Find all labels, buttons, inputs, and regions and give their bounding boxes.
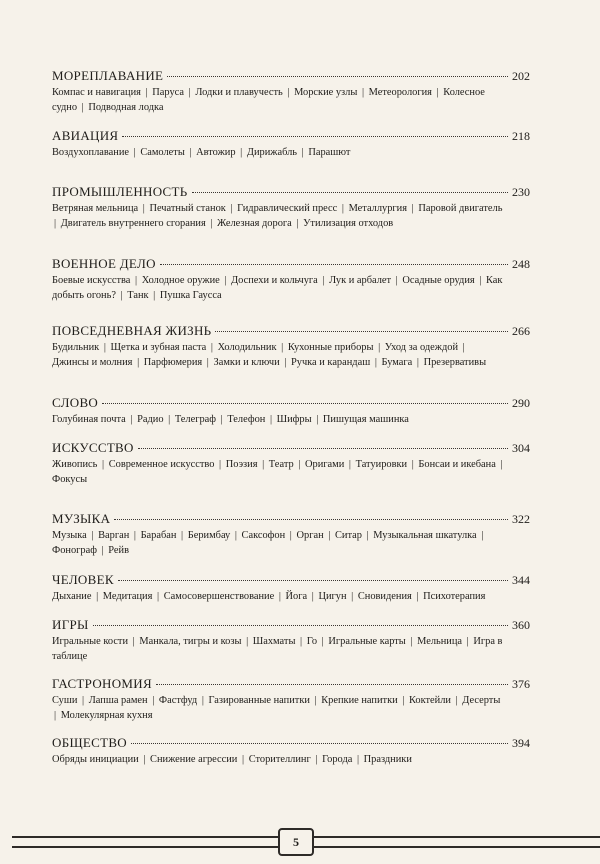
topic-item: Шифры [276, 414, 312, 425]
topic-item: Психотерапия [423, 591, 486, 602]
dot-leader [122, 136, 508, 137]
toc-entry [52, 440, 530, 487]
topic-separator: | [321, 636, 324, 647]
topic-separator: | [54, 218, 57, 229]
topic-item: Медитация [102, 591, 153, 602]
toc-entry [52, 511, 530, 558]
topic-separator: | [269, 414, 273, 425]
section-page-number: 376 [512, 677, 530, 691]
topic-separator: | [296, 218, 299, 229]
topic-separator: | [54, 710, 57, 721]
topic-item: Обряды инициации [52, 754, 139, 765]
section-topics [52, 273, 530, 303]
section-title: ВОЕННОЕ ДЕЛО [52, 256, 156, 271]
topic-item: Театр [268, 459, 294, 470]
topic-item: Будильник [52, 342, 100, 353]
topic-separator: | [101, 545, 104, 556]
topic-item: Орган [296, 530, 324, 541]
topic-item: Кухонные приборы [287, 342, 374, 353]
topic-separator: | [137, 357, 140, 368]
topic-item: Оригами [305, 459, 345, 470]
topic-item: Фокусы [52, 474, 88, 485]
topic-item: Парфюмерия [143, 357, 203, 368]
topic-item: Печатный станок [149, 203, 226, 214]
topic-item: Телеграф [174, 414, 217, 425]
topic-separator: | [168, 414, 171, 425]
topic-item: Утилизация отходов [303, 218, 394, 229]
topic-separator: | [410, 636, 413, 647]
toc-entry [52, 735, 530, 767]
topic-item: Самолеты [140, 147, 185, 158]
topic-item: Фонограф [52, 545, 97, 556]
topic-item: Дирижабль [246, 147, 298, 158]
topic-separator: | [103, 342, 106, 353]
page-number: 5 [293, 835, 299, 849]
topic-separator: | [188, 87, 191, 98]
topic-item: Сторителлинг [248, 754, 311, 765]
topic-item: Самосовершенствование [163, 591, 275, 602]
topic-separator: | [416, 357, 419, 368]
section-title: АВИАЦИЯ [52, 128, 119, 143]
topic-separator: | [181, 530, 184, 541]
topic-item: Замки и ключи [213, 357, 280, 368]
toc-heading-row [52, 676, 530, 692]
topic-separator: | [234, 530, 237, 541]
topic-item: Крепкие напитки [321, 695, 398, 706]
topic-separator: | [466, 636, 469, 647]
topic-item: Молекулярная кухня [60, 710, 153, 721]
section-title: ИСКУССТВО [52, 440, 134, 455]
topic-item: Беримбау [187, 530, 231, 541]
section-title: ИГРЫ [52, 617, 89, 632]
topic-item: Морские узлы [294, 87, 358, 98]
topic-item: Джинсы и молния [52, 357, 133, 368]
topic-item: Снижение агрессии [150, 754, 238, 765]
topic-item: Доспехи и кольчуга [231, 275, 318, 286]
topic-item: Голубиная почта [52, 414, 126, 425]
topic-separator: | [328, 530, 331, 541]
topic-item: Фастфуд [158, 695, 198, 706]
section-page-number: 218 [512, 129, 530, 143]
topic-separator: | [301, 147, 304, 158]
section-title: ПРОМЫШЛЕННОСТЬ [52, 184, 188, 199]
toc-entry [52, 572, 530, 604]
section-page-number: 202 [512, 69, 530, 83]
dot-leader [167, 76, 508, 77]
topic-separator: | [133, 530, 136, 541]
topic-separator: | [500, 459, 503, 470]
section-page-number: 360 [512, 618, 530, 632]
topic-item: Го [306, 636, 318, 647]
topic-separator: | [101, 459, 105, 470]
topic-item: Воздухоплавание [52, 147, 129, 158]
topic-separator: | [416, 591, 419, 602]
topic-item: Парашют [308, 147, 351, 158]
topic-separator: | [201, 695, 204, 706]
topic-separator: | [219, 459, 222, 470]
topic-item: Игральные кости [52, 636, 129, 647]
topic-separator: | [436, 87, 439, 98]
topic-separator: | [230, 203, 233, 214]
topic-separator: | [311, 591, 314, 602]
section-topics [52, 85, 530, 115]
section-page-number: 394 [512, 736, 530, 750]
topic-item: Ветряная мельница [52, 203, 139, 214]
topic-separator: | [143, 754, 146, 765]
topic-separator: | [241, 754, 245, 765]
dot-leader [131, 743, 508, 744]
topic-separator: | [130, 414, 133, 425]
toc-heading-row [52, 735, 530, 751]
toc-heading-row [52, 440, 530, 456]
topic-item: Суши [52, 695, 78, 706]
topic-separator: | [374, 357, 377, 368]
topic-item: Осадные орудия [402, 275, 475, 286]
topic-item: Радио [137, 414, 164, 425]
topic-item: Бумага [381, 357, 413, 368]
topic-item: Варган [98, 530, 130, 541]
section-topics [52, 528, 530, 558]
dot-leader [215, 331, 508, 332]
topic-separator: | [348, 459, 351, 470]
topic-item: Уход за одеждой [384, 342, 459, 353]
section-page-number: 266 [512, 324, 530, 338]
topic-item: Бонсаи и икебана [418, 459, 496, 470]
topic-separator: | [281, 342, 284, 353]
topic-item: Игра в таблице [52, 636, 503, 662]
section-topics [52, 457, 530, 487]
section-title: ПОВСЕДНЕВНАЯ ЖИЗНЬ [52, 323, 212, 338]
topic-separator: | [462, 342, 465, 353]
topic-separator: | [91, 530, 94, 541]
topic-separator: | [481, 530, 484, 541]
topic-separator: | [240, 147, 243, 158]
topic-separator: | [322, 275, 325, 286]
topic-separator: | [224, 275, 227, 286]
topic-separator: | [145, 87, 148, 98]
page-number-badge [278, 828, 314, 856]
toc-entry [52, 68, 530, 115]
topic-item: Паруса [152, 87, 184, 98]
topic-separator: | [287, 87, 290, 98]
topic-item: Рейв [108, 545, 130, 556]
toc-heading-row [52, 395, 530, 411]
toc-entry [52, 323, 530, 370]
topic-item: Телефон [227, 414, 266, 425]
toc-heading-row [52, 323, 530, 339]
topic-item: Татуировки [355, 459, 408, 470]
topic-separator: | [284, 357, 287, 368]
topic-item: Города [322, 754, 353, 765]
toc-heading-row [52, 617, 530, 633]
topic-separator: | [189, 147, 192, 158]
topic-item: Паровой двигатель [418, 203, 503, 214]
topic-item: Ручка и карандаш [290, 357, 371, 368]
section-title: СЛОВО [52, 395, 99, 410]
section-topics [52, 693, 530, 723]
section-title: ОБЩЕСТВО [52, 735, 127, 750]
topic-item: Праздники [363, 754, 412, 765]
table-of-contents [52, 68, 530, 767]
toc-entry [52, 184, 530, 231]
topic-item: Как добыть огонь? [52, 275, 503, 301]
section-page-number: 290 [512, 396, 530, 410]
topic-item: Лук и арбалет [329, 275, 392, 286]
topic-item: Саксофон [241, 530, 286, 541]
topic-item: Сновидения [357, 591, 412, 602]
topic-item: Барабан [140, 530, 177, 541]
topic-separator: | [210, 218, 213, 229]
topic-item: Музыка [52, 530, 87, 541]
topic-item: Компас и навигация [52, 87, 141, 98]
dot-leader [138, 448, 508, 449]
toc-entry [52, 128, 530, 160]
topic-separator: | [315, 754, 318, 765]
topic-separator: | [395, 275, 398, 286]
topic-separator: | [298, 459, 301, 470]
topic-item: Холодильник [217, 342, 277, 353]
topic-item: Поэзия [225, 459, 258, 470]
topic-separator: | [135, 275, 138, 286]
topic-separator: | [153, 290, 156, 301]
section-topics [52, 589, 530, 604]
topic-item: Холодное оружие [141, 275, 220, 286]
topic-item: Десерты [462, 695, 501, 706]
topic-item: Метеорология [368, 87, 432, 98]
topic-separator: | [378, 342, 381, 353]
topic-item: Лапша рамен [88, 695, 148, 706]
topic-separator: | [455, 695, 458, 706]
topic-item: Лодки и плавучесть [195, 87, 283, 98]
toc-heading-row [52, 128, 530, 144]
toc-heading-row [52, 184, 530, 200]
section-title: ГАСТРОНОМИЯ [52, 676, 152, 691]
topic-item: Мельница [417, 636, 463, 647]
topic-item: Металлургия [348, 203, 408, 214]
toc-list [52, 68, 530, 767]
toc-entry [52, 676, 530, 723]
topic-item: Пушка Гаусса [159, 290, 222, 301]
topic-separator: | [210, 342, 213, 353]
toc-entry [52, 256, 530, 303]
topic-item: Йога [285, 591, 308, 602]
topic-separator: | [206, 357, 209, 368]
toc-entry [52, 395, 530, 427]
topic-item: Игральные карты [328, 636, 406, 647]
topic-separator: | [142, 203, 145, 214]
topic-separator: | [351, 591, 354, 602]
topic-separator: | [220, 414, 223, 425]
topic-item: Презервативы [423, 357, 487, 368]
topic-separator: | [300, 636, 303, 647]
topic-separator: | [341, 203, 344, 214]
topic-item: Современное искусство [108, 459, 215, 470]
topic-separator: | [316, 414, 319, 425]
dot-leader [156, 684, 508, 685]
topic-item: Дыхание [52, 591, 92, 602]
dot-leader [93, 625, 508, 626]
topic-item: Живопись [52, 459, 98, 470]
topic-separator: | [402, 695, 405, 706]
topic-item: Подводная лодка [88, 102, 164, 113]
dot-leader [192, 192, 508, 193]
topic-item: Автожир [196, 147, 236, 158]
section-page-number: 322 [512, 512, 530, 526]
topic-separator: | [82, 695, 85, 706]
section-topics [52, 412, 530, 427]
topic-separator: | [262, 459, 265, 470]
topic-item: Пишущая машинка [322, 414, 409, 425]
section-page-number: 248 [512, 257, 530, 271]
topic-separator: | [366, 530, 369, 541]
topic-separator: | [120, 290, 123, 301]
topic-separator: | [157, 591, 160, 602]
toc-heading-row [52, 68, 530, 84]
topic-separator: | [96, 591, 99, 602]
section-topics [52, 752, 530, 767]
section-topics [52, 201, 530, 231]
topic-item: Шахматы [252, 636, 296, 647]
topic-separator: | [479, 275, 482, 286]
topic-separator: | [411, 203, 414, 214]
topic-item: Танк [127, 290, 149, 301]
topic-separator: | [314, 695, 317, 706]
topic-separator: | [246, 636, 249, 647]
section-topics [52, 634, 530, 664]
topic-separator: | [81, 102, 84, 113]
toc-entry [52, 617, 530, 664]
topic-item: Коктейли [409, 695, 451, 706]
topic-item: Гидравлический пресс [237, 203, 338, 214]
topic-item: Музыкальная шкатулка [373, 530, 477, 541]
toc-heading-row [52, 572, 530, 588]
topic-separator: | [356, 754, 360, 765]
topic-item: Газированные напитки [208, 695, 310, 706]
topic-item: Щетка и зубная паста [110, 342, 207, 353]
topic-item: Колесное судно [52, 87, 485, 113]
topic-separator: | [132, 636, 135, 647]
topic-item: Боевые искусства [52, 275, 131, 286]
section-page-number: 230 [512, 185, 530, 199]
topic-item: Ситар [334, 530, 362, 541]
section-title: ЧЕЛОВЕК [52, 572, 114, 587]
topic-separator: | [289, 530, 292, 541]
dot-leader [160, 264, 508, 265]
topic-item: Двигатель внутреннего сгорания [60, 218, 206, 229]
section-topics [52, 340, 530, 370]
topic-separator: | [411, 459, 414, 470]
topic-separator: | [133, 147, 136, 158]
topic-item: Железная дорога [217, 218, 292, 229]
dot-leader [118, 580, 508, 581]
dot-leader [102, 403, 508, 404]
topic-item: Манкала, тигры и козы [139, 636, 242, 647]
section-page-number: 344 [512, 573, 530, 587]
topic-separator: | [278, 591, 281, 602]
section-page-number: 304 [512, 441, 530, 455]
topic-separator: | [152, 695, 155, 706]
toc-heading-row [52, 256, 530, 272]
dot-leader [114, 519, 508, 520]
topic-item: Цигун [318, 591, 347, 602]
section-title: МУЗЫКА [52, 511, 111, 526]
toc-heading-row [52, 511, 530, 527]
section-title: МОРЕПЛАВАНИЕ [52, 68, 164, 83]
section-topics [52, 145, 530, 160]
topic-separator: | [361, 87, 365, 98]
